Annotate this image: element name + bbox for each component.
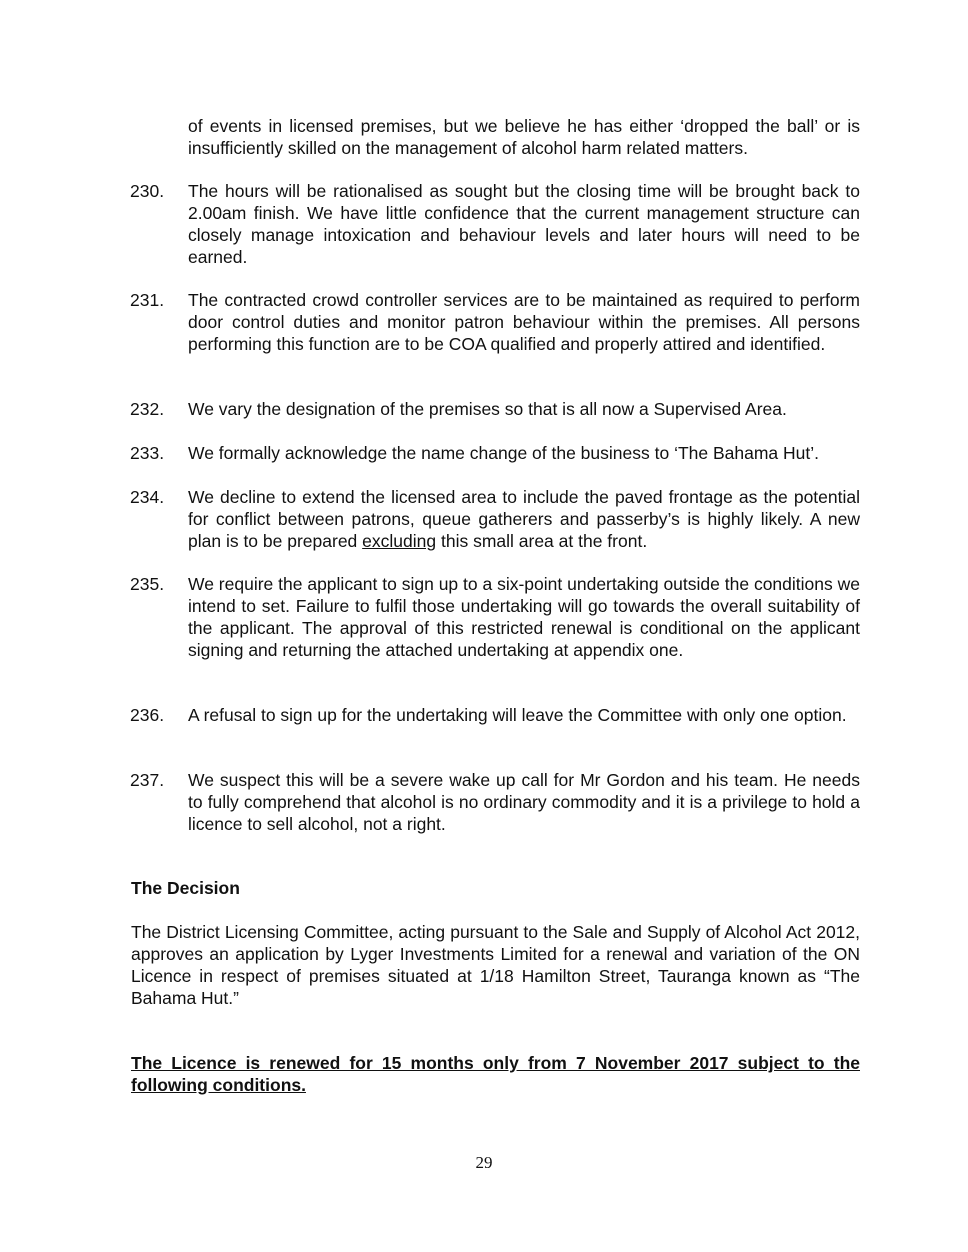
- paragraph-231: [130, 289, 860, 355]
- decision-paragraph: The District Licensing Committee, acting pursuant to the Sale and Supply of Alcohol Act 2012, approves an application by Lyger Investments Limited for a renewal and variation of the ON Licence in respect of premises situated at 1/18 Hamilton Street, Tauranga known as “The Bahama Hut.”: [131, 922, 860, 1008]
- underlined-word: excluding: [362, 531, 437, 551]
- paragraph-number: 233.: [130, 443, 165, 463]
- paragraph-number: 236.: [130, 705, 165, 725]
- paragraph-text: We suspect this will be a severe wake up call for Mr Gordon and his team. He needs to fully comprehend that alcohol is no ordinary commodity and it is a privilege to hold a licence to sell alcohol, not a right.: [188, 770, 860, 834]
- licence-statement: The Licence is renewed for 15 months only from 7 November 2017 subject to the following conditions.: [131, 1053, 860, 1095]
- paragraph-number: 237.: [130, 770, 165, 790]
- paragraph-236: [130, 704, 860, 726]
- paragraph-text: We require the applicant to sign up to a six-point undertaking outside the conditions we intend to set. Failure to fulfil those undertaking will go towards the overall suitability of the applicant. The approval of this restricted renewal is conditional on the applicant signing and returning the attached undertaking at appendix one.: [188, 574, 860, 660]
- page-number: 29: [475, 1153, 493, 1172]
- paragraph-text: [188, 486, 860, 552]
- continuation-paragraph: of events in licensed premises, but we believe he has either ‘dropped the ball’ or is insufficiently skilled on the management of alcohol harm related matters.: [188, 116, 860, 158]
- paragraph-text: The hours will be rationalised as sought but the closing time will be brought back to 2.00am finish. We have little confidence that the current management structure can closely manage intoxication and behaviour levels and later hours will need to be earned.: [188, 181, 860, 267]
- paragraph-234: [130, 486, 860, 552]
- paragraph-text: We vary the designation of the premises so that is all now a Supervised Area.: [188, 399, 787, 419]
- paragraph-number: 231.: [130, 290, 165, 310]
- paragraph-232: [130, 398, 860, 420]
- paragraph-number: 235.: [130, 574, 165, 594]
- paragraph-text: A refusal to sign up for the undertaking will leave the Committee with only one option.: [188, 705, 847, 725]
- paragraph-233: [130, 442, 860, 464]
- paragraph-number: 232.: [130, 399, 165, 419]
- paragraph-237: [130, 769, 860, 835]
- paragraph-number: 234.: [130, 487, 165, 507]
- paragraph-text: The contracted crowd controller services are to be maintained as required to perform door control duties and monitor patron behaviour within the premises. All persons performing this function are to be COA qualified and properly attired and identified.: [188, 290, 860, 354]
- text-segment: We decline to extend the licensed area to include the paved frontage as the potential for conflict between patrons, queue gatherers and passerby’s is highly likely. A new plan is to be prepared: [188, 487, 860, 551]
- text-segment: this small area at the front.: [436, 531, 648, 551]
- paragraph-230: [130, 180, 860, 268]
- paragraph-235: [130, 573, 860, 661]
- paragraph-text: We formally acknowledge the name change of the business to ‘The Bahama Hut’.: [188, 443, 819, 463]
- paragraph-number: 230.: [130, 181, 165, 201]
- section-heading: The Decision: [131, 878, 240, 898]
